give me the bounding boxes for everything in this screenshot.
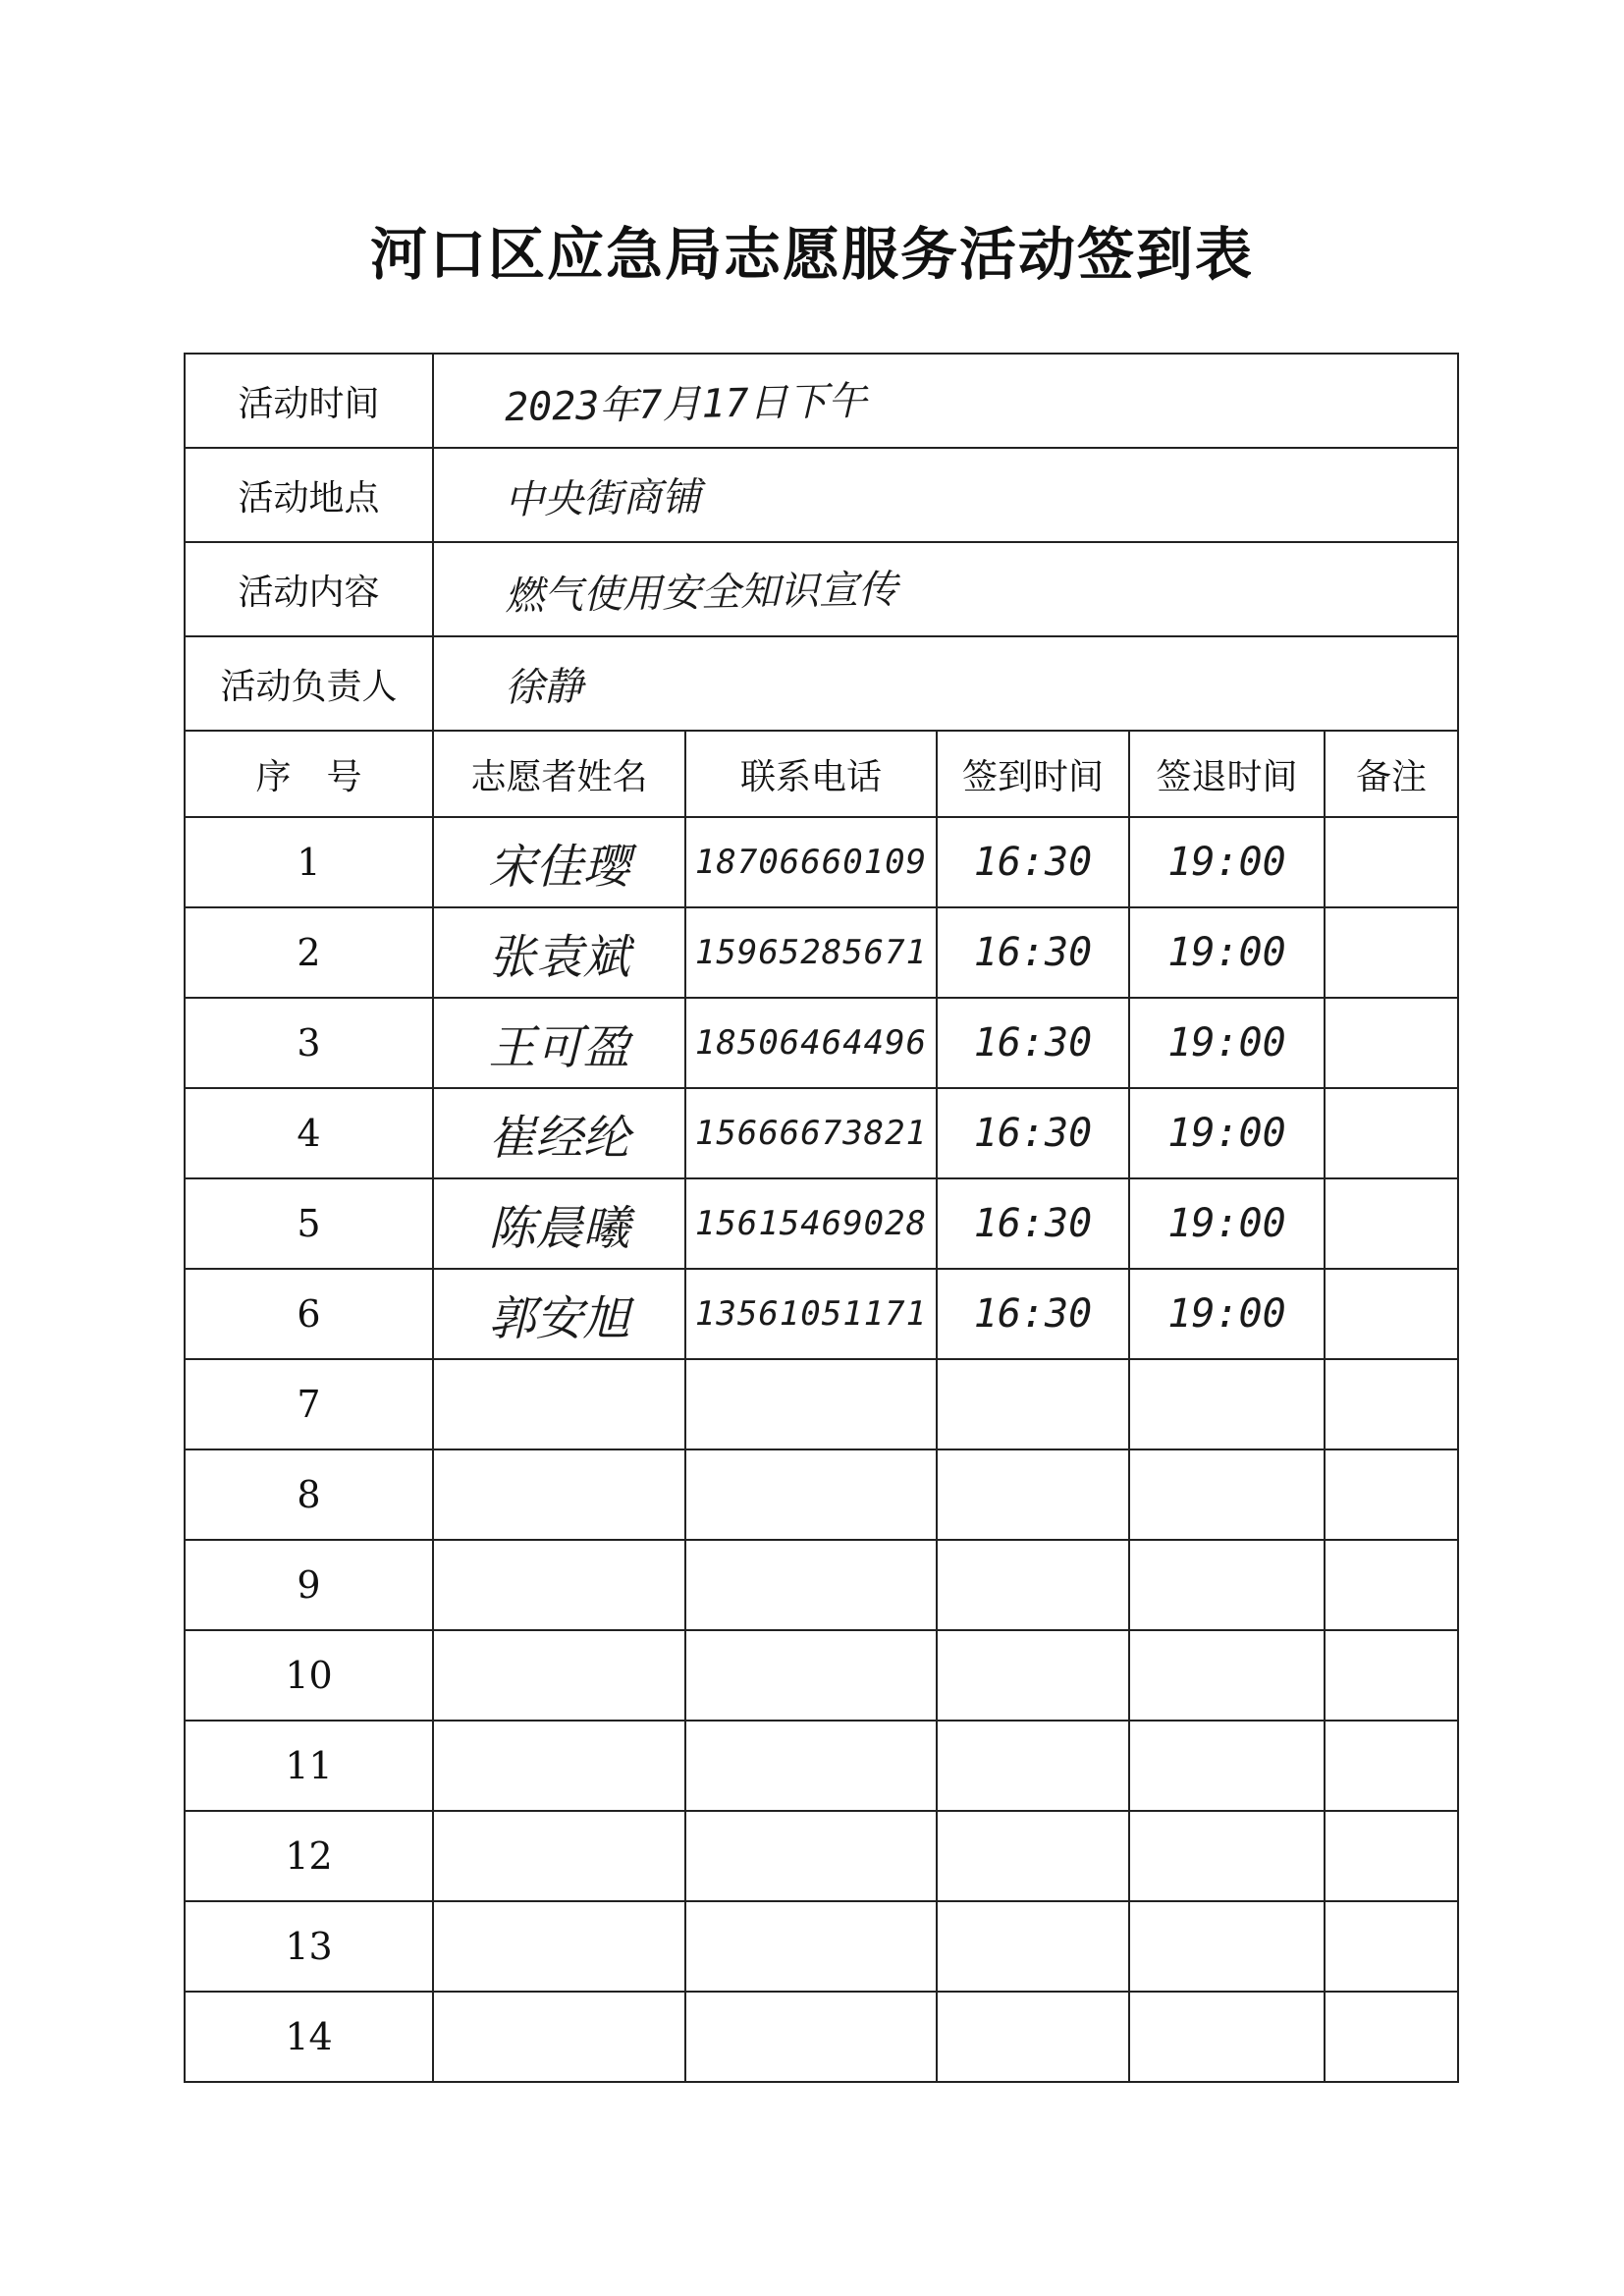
column-header-seq: 序 号 [185, 731, 433, 817]
row-signin-time: 16:30 [937, 1269, 1129, 1359]
table-row [185, 1178, 1458, 1269]
row-volunteer-name [433, 1540, 685, 1630]
column-header-note: 备注 [1325, 731, 1458, 817]
activity-content-value [433, 542, 1458, 636]
row-seq: 5 [185, 1178, 433, 1269]
row-phone [685, 1540, 937, 1630]
table-row [185, 817, 1458, 907]
row-phone: 18506464496 [685, 998, 937, 1088]
row-volunteer-name [433, 1992, 685, 2082]
activity-place-label: 活动地点 [185, 448, 433, 542]
row-signin-time [937, 1901, 1129, 1992]
row-volunteer-name [433, 1630, 685, 1721]
row-signout-time [1129, 1901, 1325, 1992]
row-seq: 8 [185, 1449, 433, 1540]
row-signout-time [1129, 1811, 1325, 1901]
row-note [1325, 998, 1458, 1088]
row-signout-time [1129, 1540, 1325, 1630]
table-row [185, 1992, 1458, 2082]
row-seq: 3 [185, 998, 433, 1088]
row-signin-time: 16:30 [937, 998, 1129, 1088]
row-signout-time: 19:00 [1129, 1088, 1325, 1178]
row-seq: 4 [185, 1088, 433, 1178]
row-note [1325, 1630, 1458, 1721]
row-signin-time [937, 1721, 1129, 1811]
row-phone [685, 1359, 937, 1449]
row-phone [685, 1901, 937, 1992]
info-row-place [185, 448, 1458, 542]
info-row-content [185, 542, 1458, 636]
row-signin-time [937, 1811, 1129, 1901]
row-note [1325, 1992, 1458, 2082]
row-note [1325, 1449, 1458, 1540]
row-signout-time [1129, 1721, 1325, 1811]
column-header-name: 志愿者姓名 [433, 731, 685, 817]
table-row [185, 1540, 1458, 1630]
table-row [185, 998, 1458, 1088]
row-signout-time [1129, 1449, 1325, 1540]
row-signout-time [1129, 1992, 1325, 2082]
info-row-leader [185, 636, 1458, 731]
row-phone: 18706660109 [685, 817, 937, 907]
row-signout-time: 19:00 [1129, 817, 1325, 907]
table-row [185, 1721, 1458, 1811]
info-row-time [185, 354, 1458, 448]
column-header-row [185, 731, 1458, 817]
row-volunteer-name: 崔经纶 [433, 1088, 685, 1178]
row-volunteer-name [433, 1901, 685, 1992]
row-signin-time: 16:30 [937, 907, 1129, 998]
column-header-phone: 联系电话 [685, 731, 937, 817]
row-seq: 9 [185, 1540, 433, 1630]
row-note [1325, 1811, 1458, 1901]
row-signin-time [937, 1992, 1129, 2082]
row-volunteer-name: 郭安旭 [433, 1269, 685, 1359]
row-volunteer-name [433, 1811, 685, 1901]
row-volunteer-name [433, 1449, 685, 1540]
table-row [185, 1630, 1458, 1721]
row-phone [685, 1449, 937, 1540]
row-seq: 6 [185, 1269, 433, 1359]
row-seq: 1 [185, 817, 433, 907]
sign-in-sheet [184, 353, 1457, 2076]
activity-leader-label: 活动负责人 [185, 636, 433, 731]
row-phone: 13561051171 [685, 1269, 937, 1359]
row-seq: 7 [185, 1359, 433, 1449]
row-seq: 11 [185, 1721, 433, 1811]
column-header-signout: 签退时间 [1129, 731, 1325, 817]
row-note [1325, 1540, 1458, 1630]
row-signin-time [937, 1540, 1129, 1630]
row-signin-time: 16:30 [937, 817, 1129, 907]
row-note [1325, 1359, 1458, 1449]
row-phone: 15965285671 [685, 907, 937, 998]
activity-place-value [433, 448, 1458, 542]
row-signout-time: 19:00 [1129, 907, 1325, 998]
row-volunteer-name [433, 1721, 685, 1811]
row-signout-time: 19:00 [1129, 1178, 1325, 1269]
row-seq: 10 [185, 1630, 433, 1721]
row-note [1325, 907, 1458, 998]
row-seq: 13 [185, 1901, 433, 1992]
row-note [1325, 1088, 1458, 1178]
row-phone [685, 1721, 937, 1811]
row-seq: 2 [185, 907, 433, 998]
column-header-signin: 签到时间 [937, 731, 1129, 817]
row-volunteer-name: 王可盈 [433, 998, 685, 1088]
row-seq: 14 [185, 1992, 433, 2082]
row-signout-time [1129, 1630, 1325, 1721]
table-row [185, 1901, 1458, 1992]
row-note [1325, 1269, 1458, 1359]
row-volunteer-name: 宋佳璎 [433, 817, 685, 907]
row-phone [685, 1630, 937, 1721]
row-volunteer-name: 陈晨曦 [433, 1178, 685, 1269]
row-phone: 15615469028 [685, 1178, 937, 1269]
activity-time-text: 2023年7月17日下午 [504, 378, 868, 430]
table-row [185, 1088, 1458, 1178]
row-signout-time [1129, 1359, 1325, 1449]
activity-content-text: 燃气使用安全知识宣传 [504, 567, 898, 619]
activity-leader-text: 徐静 [504, 663, 584, 711]
row-signin-time [937, 1630, 1129, 1721]
row-note [1325, 817, 1458, 907]
row-signin-time [937, 1359, 1129, 1449]
table-row [185, 1269, 1458, 1359]
page-title: 河口区应急局志愿服务活动签到表 [369, 221, 1254, 288]
activity-time-label: 活动时间 [185, 354, 433, 448]
row-signin-time: 16:30 [937, 1088, 1129, 1178]
row-signout-time: 19:00 [1129, 998, 1325, 1088]
row-volunteer-name [433, 1359, 685, 1449]
table-row [185, 1449, 1458, 1540]
row-note [1325, 1721, 1458, 1811]
row-phone [685, 1811, 937, 1901]
table-row [185, 1359, 1458, 1449]
row-signin-time: 16:30 [937, 1178, 1129, 1269]
row-signout-time: 19:00 [1129, 1269, 1325, 1359]
activity-content-label: 活动内容 [185, 542, 433, 636]
row-phone: 15666673821 [685, 1088, 937, 1178]
row-note [1325, 1901, 1458, 1992]
row-seq: 12 [185, 1811, 433, 1901]
activity-leader-value [433, 636, 1458, 731]
row-volunteer-name: 张袁斌 [433, 907, 685, 998]
table-row [185, 907, 1458, 998]
table-row [185, 1811, 1458, 1901]
activity-place-text: 中央街商铺 [504, 473, 702, 523]
row-phone [685, 1992, 937, 2082]
sign-in-table [184, 353, 1459, 2083]
row-signin-time [937, 1449, 1129, 1540]
row-note [1325, 1178, 1458, 1269]
activity-time-value [433, 354, 1458, 448]
